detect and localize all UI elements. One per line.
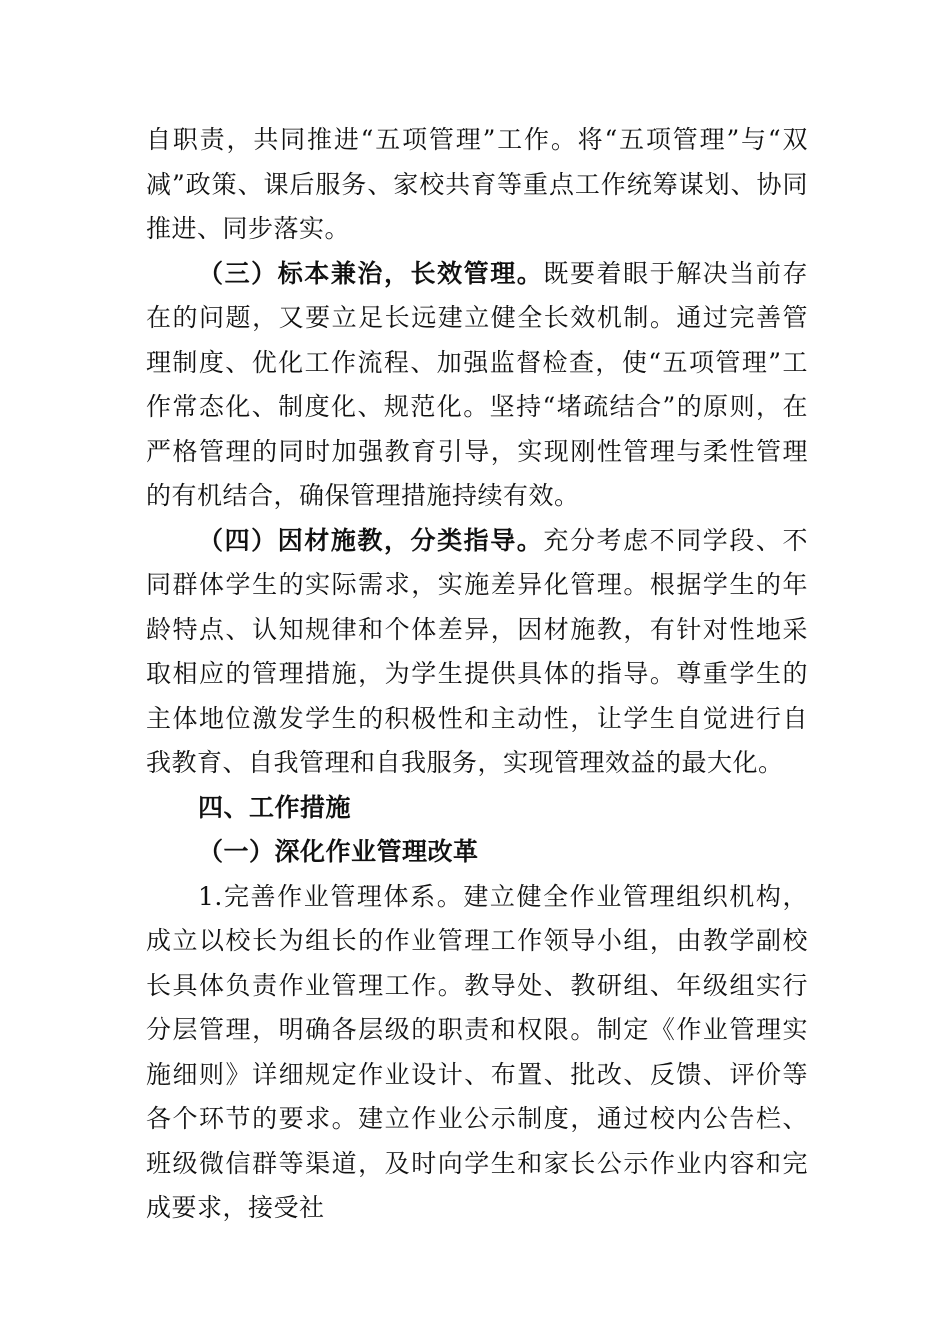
paragraph-measure-1: 1.完善作业管理体系。建立健全作业管理组织机构，成立以校长为组长的作业管理工作领导小组，由教学副校长具体负责作业管理工作。教导处、教研组、年级组实行分层管理，明确各层级的职责和权限。制定《作业管理实施细则》详细规定作业设计、布置、批改、反馈、评价等各个环节的要求。建立作业公示制度，通过校内公告栏、班级微信群等渠道，及时向学生和家长公示作业内容和完成要求，接受社: [146, 881, 808, 1222]
principle-4-body: 充分考虑不同学段、不同群体学生的实际需求，实施差异化管理。根据学生的年龄特点、认知规律和个体差异，因材施教，有针对性地采取相应的管理措施，为学生提供具体的指导。尊重学生的主体地位激发学生的积极性和主动性，让学生自觉进行自我教育、自我管理和自我服务，实现管理效益的最大化。: [146, 525, 808, 777]
document-page: [146, 118, 808, 1231]
principle-3-body: 既要着眼于解决当前存在的问题，又要立足长远建立健全长效机制。通过完善管理制度、优化工作流程、加强监督检查，使“五项管理”工作常态化、制度化、规范化。坚持“堵疏结合”的原则，在严格管理的同时加强教育引导，实现刚性管理与柔性管理的有机结合，确保管理措施持续有效。: [146, 258, 808, 510]
paragraph-continuation: 自职责，共同推进“五项管理”工作。将“五项管理”与“双减”政策、课后服务、家校共育等重点工作统筹谋划、协同推进、同步落实。: [146, 125, 808, 243]
subsection-heading-homework: （一）深化作业管理改革: [198, 837, 479, 866]
principle-3-title: （三）标本兼治，长效管理。: [198, 258, 544, 288]
paragraph-principle-3: [146, 252, 808, 519]
section-heading-work-measures: 四、工作措施: [198, 792, 352, 822]
paragraph-principle-4: [146, 519, 808, 786]
principle-4-title: （四）因材施教，分类指导。: [198, 525, 544, 555]
